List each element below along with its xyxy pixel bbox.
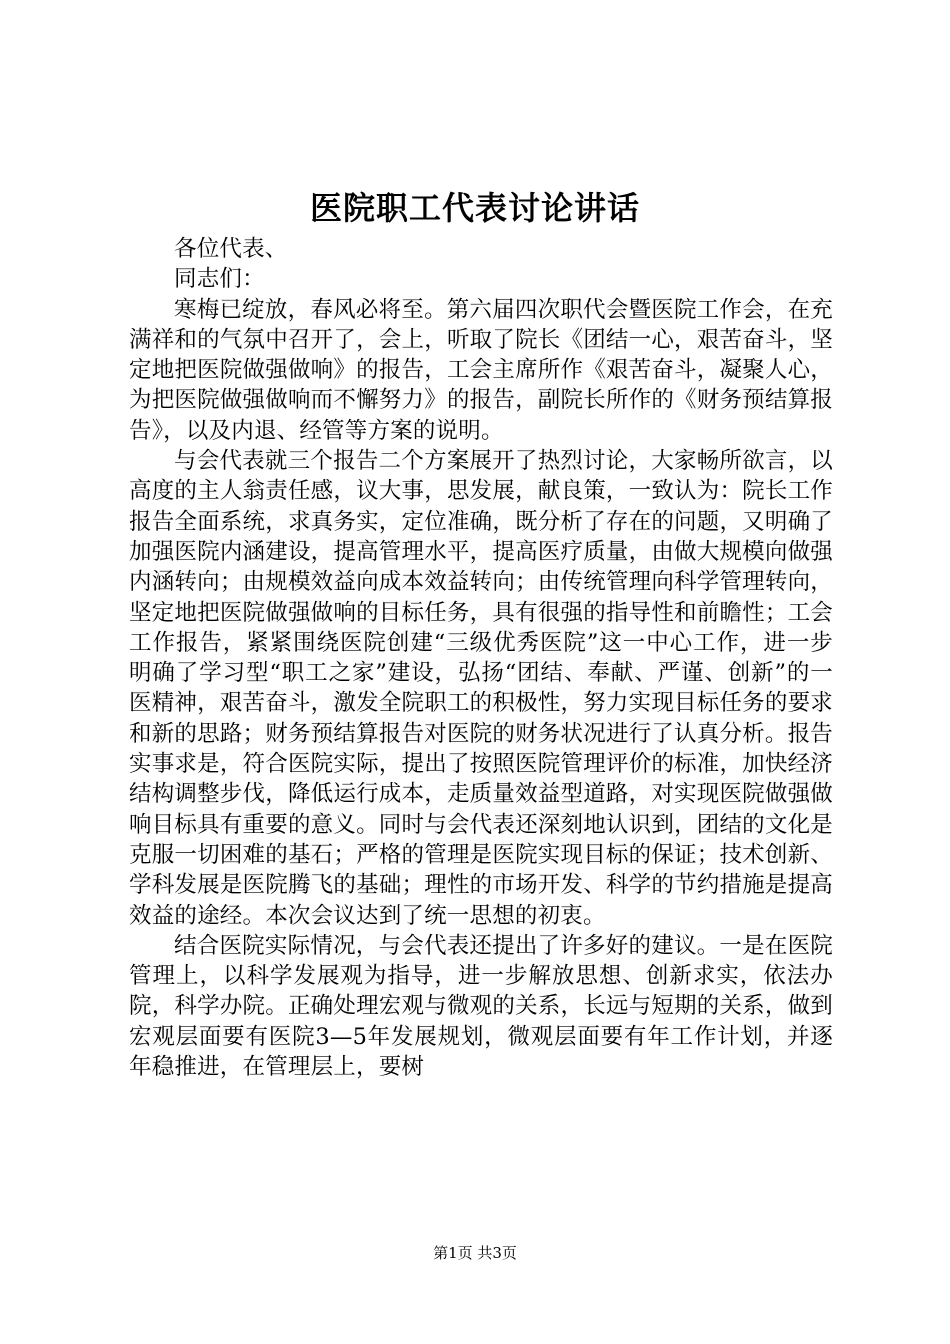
- page-number-footer: 第1页 共3页: [433, 1244, 517, 1262]
- document-title: 医院职工代表讨论讲话: [309, 189, 640, 227]
- body-paragraph: 寒梅已绽放，春风必将至。第六届四次职代会暨医院工作会，在充满祥和的气氛中召开了，会上，听取了院长《团结一心，艰苦奋斗，坚定地把医院做强做响》的报告，工会主席所作《艰苦奋斗，凝聚人心，为把医院做强做响而不懈努力》的报告，副院长所作的《财务预结算报告》，以及内退、经管等方案的说明。: [129, 296, 833, 444]
- document-body: [129, 234, 833, 1082]
- salutation-line: 同志们：: [174, 266, 265, 293]
- salutation-line: 各位代表、: [174, 236, 288, 262]
- body-paragraph: 结合医院实际情况，与会代表还提出了许多好的建议。一是在医院管理上，以科学发展观为指导，进一步解放思想、创新求实，依法办院，科学办院。正确处理宏观与微观的关系，长远与短期的关系，做到宏观层面要有医院3—5年发展规划，微观层面要有年工作计划，并逐年稳推进，在管理层上，要树: [129, 932, 833, 1081]
- body-paragraph: 与会代表就三个报告二个方案展开了热烈讨论，大家畅所欲言，以高度的主人翁责任感，议大事，思发展，献良策，一致认为：院长工作报告全面系统，求真务实，定位准确，既分析了存在的问题，又明确了加强医院内涵建设，提高管理水平，提高医疗质量，由做大规模向做强内涵转向；由规模效益向成本效益转向；由传统管理向科学管理转向，坚定地把医院做强做响的目标任务，具有很强的指导性和前瞻性；工会工作报告，紧紧围绕医院创建“三级优秀医院”这一中心工作，进一步明确了学习型“职工之家”建设，弘扬“团结、奉献、严谨、创新”的一医精神，艰苦奋斗，激发全院职工的积极性，努力实现目标任务的要求和新的思路；财务预结算报告对医院的财务状况进行了认真分析。报告实事求是，符合医院实际，提出了按照医院管理评价的标准，加快经济结构调整步伐，降低运行成本，走质量效益型道路，对实现医院做强做响目标具有重要的意义。同时与会代表还深刻地认识到，团结的文化是克服一切困难的基石；严格的管理是医院实现目标的保证；技术创新、学科发展是医院腾飞的基础；理性的市场开发、科学的节约措施是提高效益的途经。本次会议达到了统一思想的初衷。: [129, 448, 833, 929]
